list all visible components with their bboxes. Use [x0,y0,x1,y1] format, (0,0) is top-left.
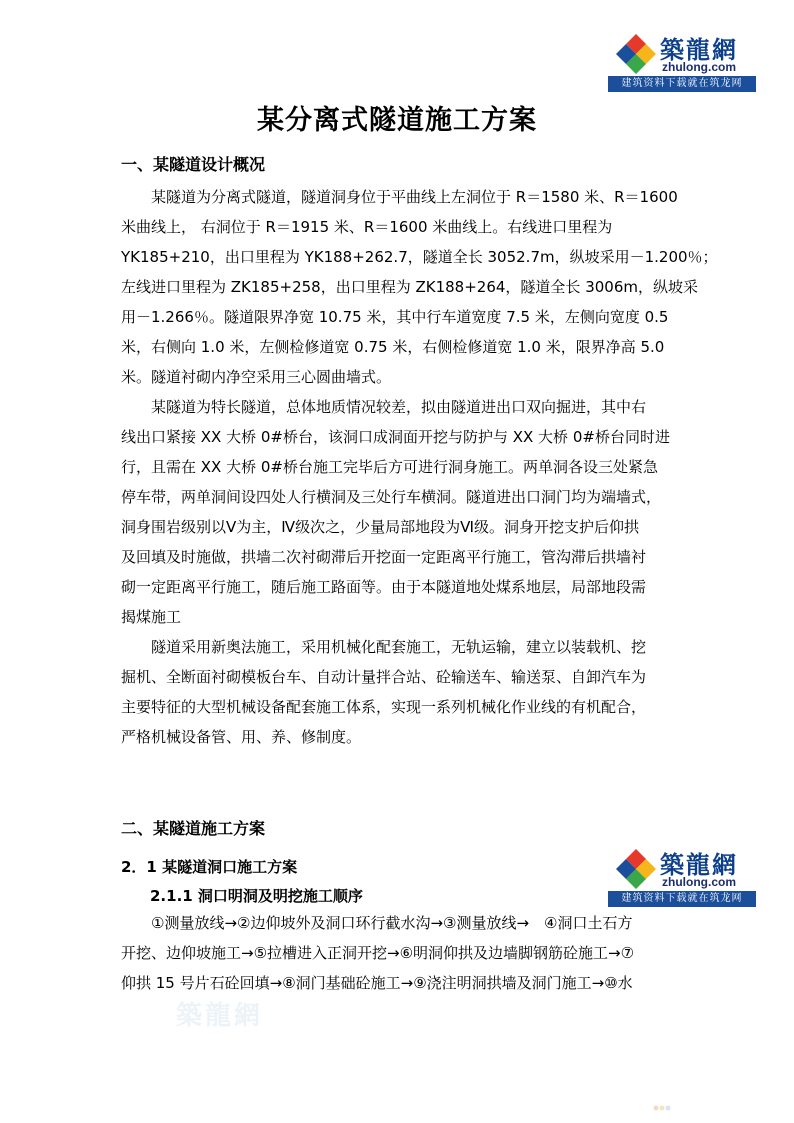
logo-banner: 建筑资料下载就在筑龙网 [608,76,756,92]
logo-site-text: zhulong.com [662,60,736,74]
paragraph-line: 主要特征的大型机械设备配套施工体系，实现一系列机械化作业线的有机配合， [121,698,647,716]
zhulong-logo-secondary [608,843,756,907]
paragraph-line: 严格机械设备管、用、养、修制度。 [121,728,362,746]
logo-site-text: zhulong.com [662,875,736,889]
paragraph-line: 行，且需在 XX 大桥 0#桥台施工完毕后方可进行洞身施工。两单洞各设三处紧急 [121,458,658,476]
paragraph-line: 仰拱 15 号片石砼回填→⑧洞门基础砼施工→⑨浇注明洞拱墙及洞门施工→⑩水 [121,974,633,992]
section-2-1-heading: 2．1 某隧道洞口施工方案 [121,858,298,876]
paragraph-line: 隧道采用新奥法施工，采用机械化配套施工，无轨运输，建立以装载机、挖 [151,638,647,656]
zhulong-emblem-icon [614,847,658,891]
paragraph-line: 揭煤施工 [121,608,182,626]
section-2-1-1-heading: 2.1.1 洞口明洞及明挖施工顺序 [150,887,363,905]
document-title: 某分离式隧道施工方案 [257,105,537,136]
decorative-dots-icon [652,1102,672,1114]
faint-watermark: 築龍網 [176,1001,264,1031]
zhulong-logo [608,28,756,92]
paragraph-line: 洞身围岩级别以Ⅴ为主，Ⅳ级次之，少量局部地段为Ⅵ级。洞身开挖支护后仰拱 [121,518,639,536]
paragraph-line: YK185+210，出口里程为 YK188+262.7，隧道全长 3052.7m，纵坡采用－1.200％； [121,248,718,266]
paragraph-line: 停车带，两单洞间设四处人行横洞及三处行车横洞。隧道进出口洞门均为端墙式， [121,488,662,506]
paragraph-line: 砌一定距离平行施工，随后施工路面等。由于本隧道地处煤系地层，局部地段需 [121,578,647,596]
paragraph-line: 米，右侧向 1.0 米，左侧检修道宽 0.75 米，右侧检修道宽 1.0 米，限界净高 5.0 [121,338,665,356]
paragraph-line: 线出口紧接 XX 大桥 0#桥台，该洞口成洞面开挖与防护与 XX 大桥 0#桥台同时进 [121,428,670,446]
paragraph-line: 米曲线上， 右洞位于 R＝1915 米、R＝1600 米曲线上。右线进口里程为 [121,218,613,236]
paragraph-line: 开挖、边仰坡施工→⑤拉槽进入正洞开挖→⑥明洞仰拱及边墙脚钢筋砼施工→⑦ [121,944,635,962]
paragraph-line: 米。隧道衬砌内净空采用三心圆曲墙式。 [121,368,392,386]
section-2-heading: 二、某隧道施工方案 [121,819,266,838]
paragraph-line: 某隧道为分离式隧道，隧道洞身位于平曲线上左洞位于 R＝1580 米、R＝1600 [151,188,678,206]
section-1-heading: 一、某隧道设计概况 [121,155,266,174]
paragraph-line: 掘机、全断面衬砌模板台车、自动计量拌合站、砼输送车、输送泵、自卸汽车为 [121,668,647,686]
paragraph-line: 某隧道为特长隧道，总体地质情况较差，拟由隧道进出口双向掘进，其中右 [151,398,647,416]
paragraph-line: 左线进口里程为 ZK185+258，出口里程为 ZK188+264，隧道全长 3006m，纵坡采 [121,278,698,296]
logo-banner: 建筑资料下载就在筑龙网 [608,891,756,907]
zhulong-emblem-icon [614,32,658,76]
logo-brand-text: 築龍網 [660,850,738,879]
paragraph-line: 用－1.266％。隧道限界净宽 10.75 米，其中行车道宽度 7.5 米，左侧向宽度 0.5 [121,308,669,326]
logo-brand-text: 築龍網 [660,35,738,64]
paragraph-line: 及回填及时施做，拱墙二次衬砌滞后开挖面一定距离平行施工，管沟滞后拱墙衬 [121,548,647,566]
paragraph-line: ①测量放线→②边仰坡外及洞口环行截水沟→③测量放线→ ④洞口土石方 [151,914,633,932]
